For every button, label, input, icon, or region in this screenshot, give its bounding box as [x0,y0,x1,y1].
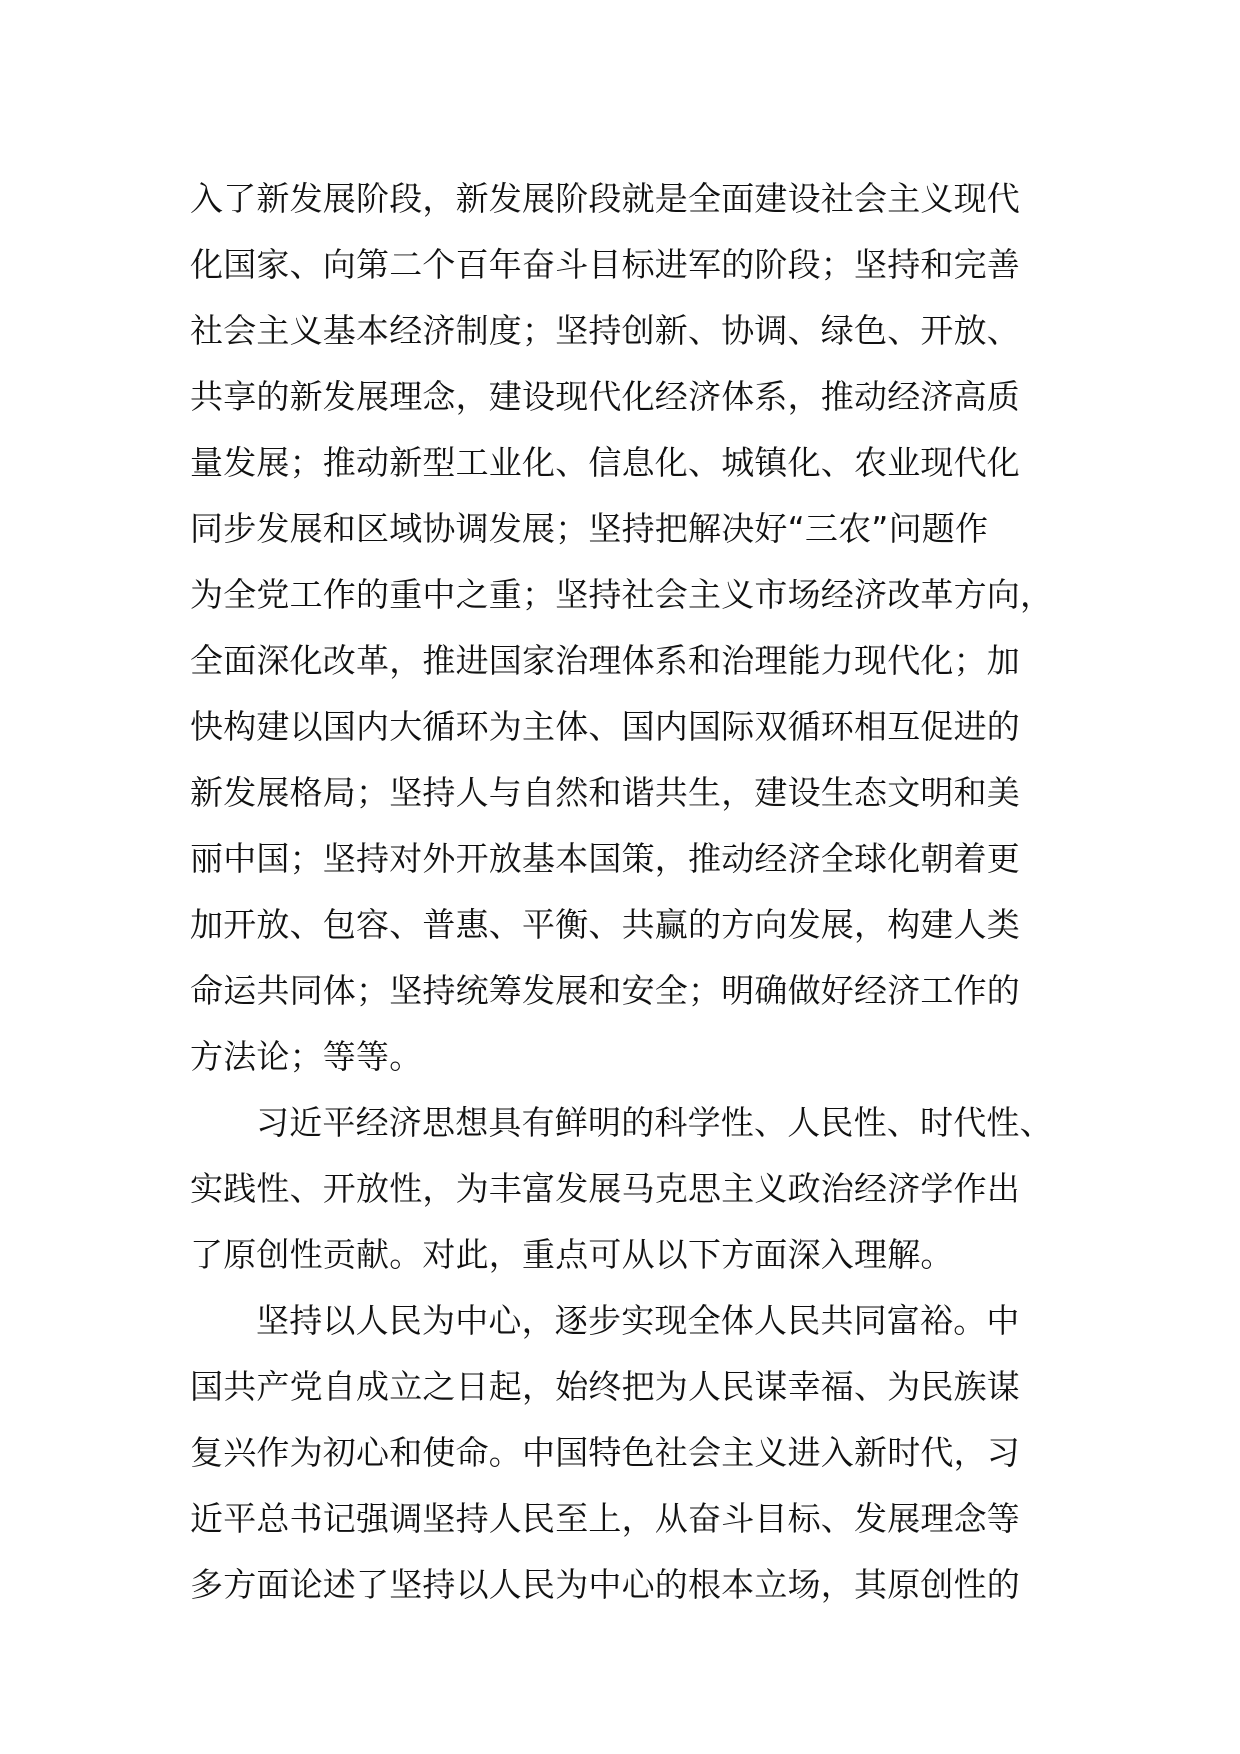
paragraph-start-line: 习近平经济思想具有鲜明的科学性、人民性、时代性、 [256,1103,1053,1142]
text-line: 入了新发展阶段，新发展阶段就是全面建设社会主义现代 [190,179,1020,218]
text-line: 快构建以国内大循环为主体、国内国际双循环相互促进的 [190,707,1020,746]
text-line: 国共产党自成立之日起，始终把为人民谋幸福、为民族谋 [190,1367,1020,1406]
paragraph-start-line: 坚持以人民为中心，逐步实现全体人民共同富裕。中 [256,1301,1020,1340]
text-line: 方法论；等等。 [190,1037,423,1076]
text-line: 全面深化改革，推进国家治理体系和治理能力现代化；加 [190,641,1020,680]
text-line: 命运共同体；坚持统筹发展和安全；明确做好经济工作的 [190,971,1020,1010]
text-line: 化国家、向第二个百年奋斗目标进军的阶段；坚持和完善 [190,245,1020,284]
text-line: 量发展；推动新型工业化、信息化、城镇化、农业现代化 [190,443,1020,482]
text-line: 实践性、开放性，为丰富发展马克思主义政治经济学作出 [190,1169,1020,1208]
text-line: 为全党工作的重中之重；坚持社会主义市场经济改革方向， [190,575,1054,614]
text-line: 同步发展和区域协调发展；坚持把解决好“三农”问题作 [190,509,989,548]
text-line: 复兴作为初心和使命。中国特色社会主义进入新时代，习 [190,1433,1020,1472]
text-line: 多方面论述了坚持以人民为中心的根本立场，其原创性的 [190,1565,1020,1604]
text-line: 近平总书记强调坚持人民至上，从奋斗目标、发展理念等 [190,1499,1020,1538]
text-line: 社会主义基本经济制度；坚持创新、协调、绿色、开放、 [190,311,1020,350]
text-line: 丽中国；坚持对外开放基本国策，推动经济全球化朝着更 [190,839,1020,878]
body-text [190,166,1090,1618]
text-line: 加开放、包容、普惠、平衡、共赢的方向发展，构建人类 [190,905,1020,944]
text-line: 了原创性贡献。对此，重点可从以下方面深入理解。 [190,1235,954,1274]
text-line: 共享的新发展理念，建设现代化经济体系，推动经济高质 [190,377,1020,416]
text-line: 新发展格局；坚持人与自然和谐共生，建设生态文明和美 [190,773,1020,812]
